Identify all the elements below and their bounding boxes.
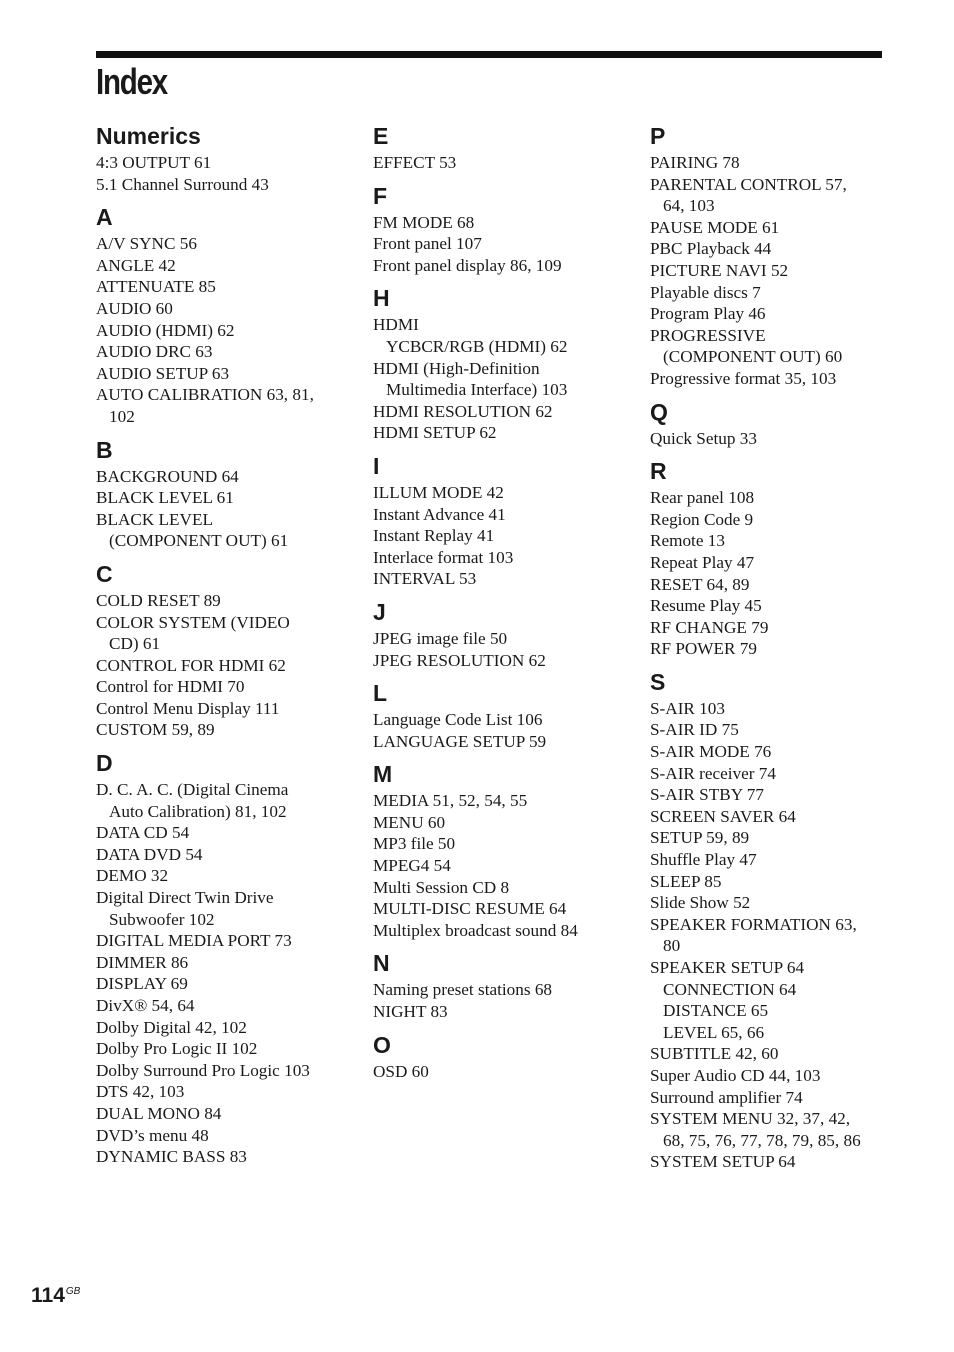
index-entry: ATTENUATE 85 bbox=[96, 277, 216, 297]
index-entry: PAUSE MODE 61 bbox=[650, 217, 780, 237]
index-entry: S-AIR MODE 76 bbox=[650, 742, 772, 762]
section-heading: N bbox=[373, 950, 390, 977]
index-entry: AUDIO DRC 63 bbox=[96, 342, 213, 362]
index-entry: MULTI-DISC RESUME 64 bbox=[373, 899, 567, 919]
index-entry: Program Play 46 bbox=[650, 304, 766, 324]
index-column-3 bbox=[650, 120, 890, 1179]
index-entry: RESET 64, 89 bbox=[650, 574, 750, 594]
section-heading: A bbox=[96, 204, 113, 231]
index-entry: Digital Direct Twin Drive Subwoofer 102 bbox=[96, 888, 274, 929]
index-entry: DivX® 54, 64 bbox=[96, 996, 195, 1015]
entry-list bbox=[373, 979, 633, 1022]
index-entry: Instant Replay 41 bbox=[373, 526, 495, 546]
index-entry: AUDIO SETUP 63 bbox=[96, 363, 230, 383]
index-entry: DIMMER 86 bbox=[96, 952, 189, 972]
index-entry: SCREEN SAVER 64 bbox=[650, 806, 796, 826]
index-entry: HDMI SETUP 62 bbox=[373, 423, 497, 443]
section-heading: E bbox=[373, 123, 389, 149]
section-heading: O bbox=[373, 1031, 391, 1058]
index-section bbox=[373, 596, 633, 671]
index-section bbox=[373, 1029, 633, 1083]
index-entry: EFFECT 53 bbox=[373, 153, 457, 172]
index-entry: Instant Advance 41 bbox=[373, 504, 506, 524]
page-number: 114 bbox=[31, 1284, 65, 1307]
entry-list bbox=[650, 428, 890, 450]
index-entry: DIGITAL MEDIA PORT 73 bbox=[96, 931, 292, 951]
section-heading: C bbox=[96, 560, 113, 587]
page-suffix: GB bbox=[65, 1286, 81, 1297]
index-entry: COLD RESET 89 bbox=[96, 590, 221, 610]
section-heading: I bbox=[373, 452, 380, 479]
index-entry: MEDIA 51, 52, 54, 55 bbox=[373, 791, 528, 811]
index-entry: CONNECTION 64 bbox=[663, 979, 797, 999]
index-entry: PAIRING 78 bbox=[650, 153, 740, 172]
index-section bbox=[650, 455, 890, 660]
section-heading: F bbox=[373, 182, 388, 209]
index-entry: Interlace format 103 bbox=[373, 547, 514, 567]
index-entry: MPEG4 54 bbox=[373, 856, 451, 876]
index-entry: Control for HDMI 70 bbox=[96, 677, 245, 697]
index-entry: LANGUAGE SETUP 59 bbox=[373, 731, 547, 751]
index-entry: DTS 42, 103 bbox=[96, 1082, 185, 1102]
index-entry: Front panel display 86, 109 bbox=[373, 255, 562, 275]
index-entry: CONTROL FOR HDMI 62 bbox=[96, 655, 286, 675]
index-entry: S-AIR STBY 77 bbox=[650, 785, 764, 805]
index-entry: S-AIR ID 75 bbox=[650, 720, 739, 740]
index-entry: MENU 60 bbox=[373, 812, 446, 832]
section-heading: R bbox=[650, 458, 667, 485]
index-entry: Repeat Play 47 bbox=[650, 552, 755, 572]
entry-list bbox=[373, 212, 633, 277]
entry-list bbox=[373, 482, 633, 590]
index-entry: COLOR SYSTEM (VIDEO CD) 61 bbox=[96, 612, 290, 654]
index-entry: DVD’s menu 48 bbox=[96, 1125, 209, 1145]
index-entry: Resume Play 45 bbox=[650, 596, 762, 616]
index-entry: INTERVAL 53 bbox=[373, 569, 477, 589]
index-entry: Front panel 107 bbox=[373, 234, 482, 254]
index-entry: CUSTOM 59, 89 bbox=[96, 720, 215, 740]
index-entry: SPEAKER SETUP 64 bbox=[650, 958, 805, 977]
index-entry: Quick Setup 33 bbox=[650, 428, 757, 448]
index-entry: PROGRESSIVE (COMPONENT OUT) 60 bbox=[650, 325, 843, 367]
index-entry: Rear panel 108 bbox=[650, 488, 755, 508]
entry-list bbox=[373, 1061, 633, 1083]
section-heading: S bbox=[650, 668, 666, 695]
index-section bbox=[373, 120, 633, 174]
index-entry: HDMI (High-Definition Multimedia Interface) 103 bbox=[373, 358, 568, 400]
index-entry: Playable discs 7 bbox=[650, 282, 761, 302]
index-section bbox=[96, 558, 356, 741]
index-entry: DYNAMIC BASS 83 bbox=[96, 1147, 247, 1167]
index-entry: A/V SYNC 56 bbox=[96, 234, 197, 254]
index-entry: Dolby Digital 42, 102 bbox=[96, 1017, 247, 1037]
index-entry: Surround amplifier 74 bbox=[650, 1087, 803, 1107]
index-entry: Dolby Pro Logic II 102 bbox=[96, 1039, 258, 1059]
index-entry: DUAL MONO 84 bbox=[96, 1103, 222, 1123]
index-entry: Progressive format 35, 103 bbox=[650, 368, 837, 388]
index-entry: ANGLE 42 bbox=[96, 255, 176, 275]
index-entry: JPEG RESOLUTION 62 bbox=[373, 650, 546, 670]
index-entry: MP3 file 50 bbox=[373, 834, 456, 854]
section-heading: Numerics bbox=[96, 123, 201, 149]
index-section bbox=[650, 396, 890, 450]
section-heading: H bbox=[373, 285, 390, 312]
index-entry: SPEAKER FORMATION 63, 80 bbox=[650, 914, 857, 956]
index-section bbox=[96, 120, 356, 195]
index-entry: ILLUM MODE 42 bbox=[373, 482, 504, 502]
index-section bbox=[650, 120, 890, 390]
index-entry: DEMO 32 bbox=[96, 866, 169, 886]
section-heading: M bbox=[373, 761, 393, 788]
section-heading: D bbox=[96, 750, 113, 777]
entry-list bbox=[373, 790, 633, 941]
index-section bbox=[373, 450, 633, 590]
page-footer bbox=[31, 1284, 80, 1308]
index-section bbox=[373, 677, 633, 752]
index-entry: Naming preset stations 68 bbox=[373, 980, 553, 1000]
index-entry: JPEG image file 50 bbox=[373, 628, 508, 648]
entry-list bbox=[650, 487, 890, 660]
index-section bbox=[650, 666, 890, 1173]
index-entry: Multi Session CD 8 bbox=[373, 877, 510, 897]
index-entry: Super Audio CD 44, 103 bbox=[650, 1065, 821, 1085]
index-entry: RF POWER 79 bbox=[650, 639, 757, 659]
section-heading: B bbox=[96, 436, 113, 463]
index-entry: Remote 13 bbox=[650, 531, 725, 551]
index-entry: NIGHT 83 bbox=[373, 1002, 448, 1022]
title-rule bbox=[96, 51, 882, 58]
entry-list bbox=[650, 152, 890, 390]
index-entry: AUTO CALIBRATION 63, 81, 102 bbox=[96, 385, 314, 426]
index-entry: HDMI RESOLUTION 62 bbox=[373, 401, 553, 421]
entry-list bbox=[373, 628, 633, 671]
entry-list bbox=[96, 233, 356, 427]
section-heading: L bbox=[373, 680, 388, 707]
index-entry: OSD 60 bbox=[373, 1061, 429, 1081]
index-section bbox=[373, 758, 633, 941]
index-entry: D. C. A. C. (Digital Cinema Auto Calibration) 81, 102 bbox=[96, 780, 289, 821]
index-entry: S-AIR 103 bbox=[650, 698, 725, 718]
index-entry: RF CHANGE 79 bbox=[650, 617, 769, 637]
index-entry: Multiplex broadcast sound 84 bbox=[373, 920, 578, 940]
entry-list bbox=[650, 698, 890, 1173]
entry-list bbox=[373, 314, 633, 444]
index-entry: AUDIO (HDMI) 62 bbox=[96, 320, 235, 340]
index-entry: SYSTEM MENU 32, 37, 42, 68, 75, 76, 77, 78, 79, 85, 86 bbox=[650, 1109, 861, 1150]
index-entry: 5.1 Channel Surround 43 bbox=[96, 174, 269, 194]
index-entry: PARENTAL CONTROL 57, 64, 103 bbox=[650, 174, 847, 216]
entry-list bbox=[373, 152, 633, 174]
index-entry: Control Menu Display 111 bbox=[96, 698, 280, 718]
index-entry: SYSTEM SETUP 64 bbox=[650, 1152, 796, 1172]
index-entry: AUDIO 60 bbox=[96, 298, 173, 318]
index-section bbox=[373, 282, 633, 444]
index-section bbox=[373, 180, 633, 277]
index-entry: SETUP 59, 89 bbox=[650, 828, 750, 848]
page-title: Index bbox=[96, 61, 167, 102]
index-entry: Language Code List 106 bbox=[373, 710, 543, 730]
index-entry: DISTANCE 65 bbox=[663, 1001, 769, 1021]
index-entry: LEVEL 65, 66 bbox=[663, 1022, 765, 1042]
index-section bbox=[96, 434, 356, 552]
index-entry: S-AIR receiver 74 bbox=[650, 763, 776, 783]
index-entry: SUBTITLE 42, 60 bbox=[650, 1044, 779, 1064]
index-entry: Region Code 9 bbox=[650, 509, 754, 529]
index-entry: BACKGROUND 64 bbox=[96, 466, 239, 486]
entry-list bbox=[96, 466, 356, 552]
index-entry: HDMI YCBCR/RGB (HDMI) 62 bbox=[373, 315, 568, 356]
index-entry: FM MODE 68 bbox=[373, 212, 475, 232]
index-entry: PBC Playback 44 bbox=[650, 239, 772, 259]
index-entry: Dolby Surround Pro Logic 103 bbox=[96, 1060, 310, 1080]
index-entry: SLEEP 85 bbox=[650, 871, 722, 891]
index-section bbox=[96, 747, 356, 1168]
index-column-2 bbox=[373, 120, 633, 1088]
index-section bbox=[373, 947, 633, 1022]
index-entry: BLACK LEVEL 61 bbox=[96, 488, 234, 508]
index-entry: DATA DVD 54 bbox=[96, 844, 203, 864]
index-entry: PICTURE NAVI 52 bbox=[650, 260, 789, 280]
index-entry: DATA CD 54 bbox=[96, 823, 190, 843]
entry-list bbox=[96, 590, 356, 741]
index-entry: BLACK LEVEL (COMPONENT OUT) 61 bbox=[96, 509, 289, 551]
index-entry: DISPLAY 69 bbox=[96, 974, 188, 994]
index-section bbox=[96, 201, 356, 427]
entry-list bbox=[96, 152, 356, 195]
section-heading: P bbox=[650, 123, 666, 149]
section-heading: J bbox=[373, 598, 386, 625]
index-entry: Shuffle Play 47 bbox=[650, 850, 757, 870]
section-heading: Q bbox=[650, 398, 668, 425]
index-entry: 4:3 OUTPUT 61 bbox=[96, 153, 212, 172]
entry-list bbox=[96, 779, 356, 1168]
index-entry: Slide Show 52 bbox=[650, 893, 751, 913]
entry-list bbox=[373, 709, 633, 752]
index-column-1 bbox=[96, 120, 356, 1174]
